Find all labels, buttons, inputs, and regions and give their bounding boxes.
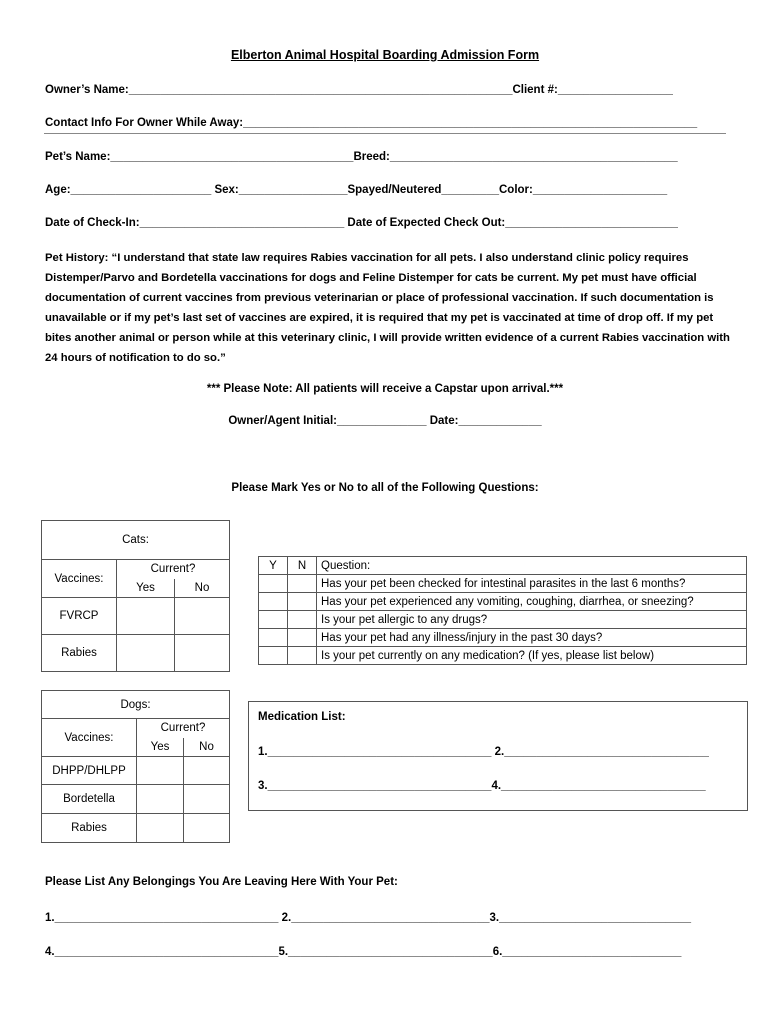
pet-history-paragraph: Pet History: “I understand that state law requires Rabies vaccination for all pets. I also understand clinic policy requires Distemper/Parvo and Bordetella vaccinations for dogs and Feline Distemper for cats be current. My pet must have official documentation of current vaccines from previous veterinarian or place of professional vaccination. If such documentation is unavailable or if my pet’s last set of vaccines are expired, it is required that my pet is vaccinated at time of drop off. If my pet bites another animal or person while at this veterinary clinic, I will provide written evidence of a current Rabies vaccination with 24 hours of notification to do so.”	[45, 252, 730, 364]
cats-rabies-yes-cell[interactable]	[117, 635, 175, 672]
cats-vaccines-label: Vaccines:	[42, 560, 117, 598]
cats-rabies-no-cell[interactable]	[175, 635, 230, 672]
question-5-text: Is your pet currently on any medication? (If yes, please list below)	[317, 647, 747, 665]
question-4-text: Has your pet had any illness/injury in the past 30 days?	[317, 629, 747, 647]
question-2-no-cell[interactable]	[288, 593, 317, 611]
question-2-text: Has your pet experienced any vomiting, coughing, diarrhea, or sneezing?	[317, 593, 747, 611]
question-column-header: Question:	[317, 557, 747, 575]
dogs-vaccine-rabies: Rabies	[42, 814, 137, 843]
capstar-note: *** Please Note: All patients will receive a Capstar upon arrival.***	[206, 383, 564, 395]
mark-instructions: Please Mark Yes or No to all of the Following Questions:	[231, 482, 539, 494]
question-4-yes-cell[interactable]	[259, 629, 288, 647]
checkin-dates-field[interactable]: Date of Check-In:________________________________ Date of Expected Check Out:___________________________	[45, 217, 678, 229]
question-1-no-cell[interactable]	[288, 575, 317, 593]
y-column-header: Y	[259, 557, 288, 575]
question-1-yes-cell[interactable]	[259, 575, 288, 593]
questions-table	[258, 556, 747, 665]
dogs-rabies-no-cell[interactable]	[184, 814, 230, 843]
dogs-vaccine-bordetella: Bordetella	[42, 785, 137, 814]
question-5-no-cell[interactable]	[288, 647, 317, 665]
cats-vaccine-rabies: Rabies	[42, 635, 117, 672]
owner-initial-field[interactable]: Owner/Agent Initial:______________ Date:_____________	[228, 415, 542, 427]
dogs-rabies-yes-cell[interactable]	[137, 814, 184, 843]
dogs-dhpp-yes-cell[interactable]	[137, 757, 184, 785]
belongings-line-2[interactable]: 4.___________________________________5.________________________________6.____________________________	[45, 946, 682, 958]
medication-list-box	[248, 701, 748, 811]
dogs-yes-label: Yes	[137, 738, 184, 757]
contact-info-field[interactable]: Contact Info For Owner While Away:_______________________________________________________________________	[45, 117, 698, 129]
cats-vaccine-fvrcp: FVRCP	[42, 598, 117, 635]
dogs-bordetella-yes-cell[interactable]	[137, 785, 184, 814]
cats-heading: Cats:	[42, 521, 230, 560]
question-3-text: Is your pet allergic to any drugs?	[317, 611, 747, 629]
dogs-bordetella-no-cell[interactable]	[184, 785, 230, 814]
cats-no-label: No	[175, 579, 230, 598]
dogs-no-label: No	[184, 738, 230, 757]
n-column-header: N	[288, 557, 317, 575]
cats-current-label: Current?	[117, 560, 230, 579]
dogs-current-label: Current?	[137, 719, 230, 738]
question-2-yes-cell[interactable]	[259, 593, 288, 611]
medication-line-2[interactable]: 3.___________________________________4.________________________________	[258, 780, 706, 792]
cats-yes-label: Yes	[117, 579, 175, 598]
belongings-heading: Please List Any Belongings You Are Leaving Here With Your Pet:	[45, 876, 398, 888]
question-5-yes-cell[interactable]	[259, 647, 288, 665]
question-3-yes-cell[interactable]	[259, 611, 288, 629]
medication-heading: Medication List:	[258, 711, 346, 723]
dogs-heading: Dogs:	[42, 691, 230, 719]
cats-fvrcp-no-cell[interactable]	[175, 598, 230, 635]
dogs-dhpp-no-cell[interactable]	[184, 757, 230, 785]
question-1-text: Has your pet been checked for intestinal parasites in the last 6 months?	[317, 575, 747, 593]
form-title: Elberton Animal Hospital Boarding Admission Form	[230, 48, 540, 62]
question-4-no-cell[interactable]	[288, 629, 317, 647]
divider	[44, 133, 726, 134]
dogs-vaccines-label: Vaccines:	[42, 719, 137, 757]
dogs-vaccine-table	[41, 690, 230, 843]
owner-name-field[interactable]: Owner’s Name:____________________________________________________________Client #:__________________	[45, 84, 673, 96]
belongings-line-1[interactable]: 1.___________________________________ 2._______________________________3.______________________________	[45, 912, 691, 924]
medication-line-1[interactable]: 1.___________________________________ 2.________________________________	[258, 746, 709, 758]
cats-vaccine-table	[41, 520, 230, 672]
pet-name-breed-field[interactable]: Pet’s Name:______________________________________Breed:_____________________________________________	[45, 151, 678, 163]
age-sex-color-field[interactable]: Age:______________________ Sex:_________________Spayed/Neutered_________Color:_____________________	[45, 184, 668, 196]
dogs-vaccine-dhpp: DHPP/DHLPP	[42, 757, 137, 785]
cats-fvrcp-yes-cell[interactable]	[117, 598, 175, 635]
question-3-no-cell[interactable]	[288, 611, 317, 629]
